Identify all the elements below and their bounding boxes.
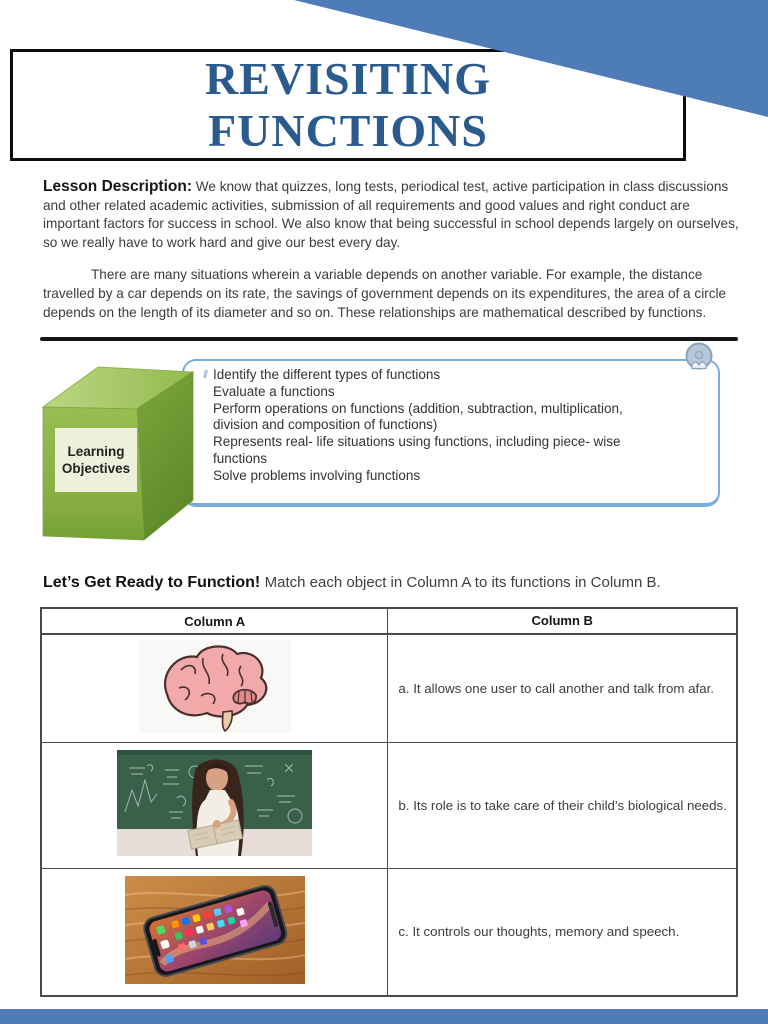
table-row: [41, 743, 737, 869]
lesson-description-paragraph1: [43, 178, 739, 252]
objective-item: Solve problems involving functions: [213, 467, 421, 483]
answer-c-text: c. It controls our thoughts, memory and speech.: [388, 869, 737, 997]
objective-item: Identify the different types of functions: [213, 367, 441, 382]
activity-heading-instruction: Match each object in Column A to its functions in Column B.: [264, 574, 661, 591]
table-header-row: [41, 608, 737, 634]
activity-heading: [43, 574, 743, 592]
teacher-cell: [41, 743, 388, 869]
objective-item: Perform operations on functions (addition, subtraction, multiplication, division and composition of functions): [213, 400, 623, 433]
smartphone-photo: [125, 876, 305, 984]
table-row: [41, 634, 737, 743]
lesson-description-text1: We know that quizzes, long tests, periodical test, active participation in class discussions and other related academic activities, submission of all requirements and good values and right conduct are important factors for success in school. We also know that being successful in school depends largely on ourselves, so we really have to work hard and give our best every day.: [43, 179, 739, 250]
scroll-curl-icon: [681, 341, 715, 375]
cube-label-line1: Learning: [67, 444, 125, 459]
lesson-description-text2: There are many situations wherein a variable depends on another variable. For example, the distance travelled by a car depends on its rate, the savings of government depends on its expenditures, the area of a circle depends on the length of its diameter and so on. These relationships are mathematical described by functions.: [43, 267, 727, 320]
column-a-header: Column A: [41, 608, 388, 634]
page-title-line2: FUNCTIONS: [208, 105, 488, 156]
brain-cell: [41, 634, 388, 743]
cube-label-line2: Objectives: [61, 461, 131, 476]
cube-label: [55, 428, 137, 492]
answer-a-text: a. It allows one user to call another and talk from afar.: [388, 634, 737, 743]
phone-cell: [41, 869, 388, 997]
objectives-list: [213, 367, 671, 485]
column-b-header: Column B: [388, 608, 737, 634]
brain-illustration: [139, 640, 291, 733]
table-row: [41, 869, 737, 997]
page-bottom-strip: [0, 1009, 768, 1024]
matching-table: [40, 607, 738, 997]
objective-item: Represents real- life situations using functions, including piece- wise functions: [213, 434, 621, 466]
teacher-photo: [117, 750, 312, 856]
section-divider-rule: [40, 337, 738, 341]
lesson-description-heading: Lesson Description:: [43, 178, 192, 195]
activity-heading-title: Let’s Get Ready to Function!: [43, 574, 261, 591]
answer-b-text: b. Its role is to take care of their child's biological needs.: [388, 743, 737, 869]
page-title-line1: REVISITING: [204, 53, 492, 104]
lesson-description-section: [43, 178, 739, 336]
lesson-description-paragraph2: [43, 266, 739, 322]
objective-item: Evaluate a functions: [213, 383, 335, 399]
